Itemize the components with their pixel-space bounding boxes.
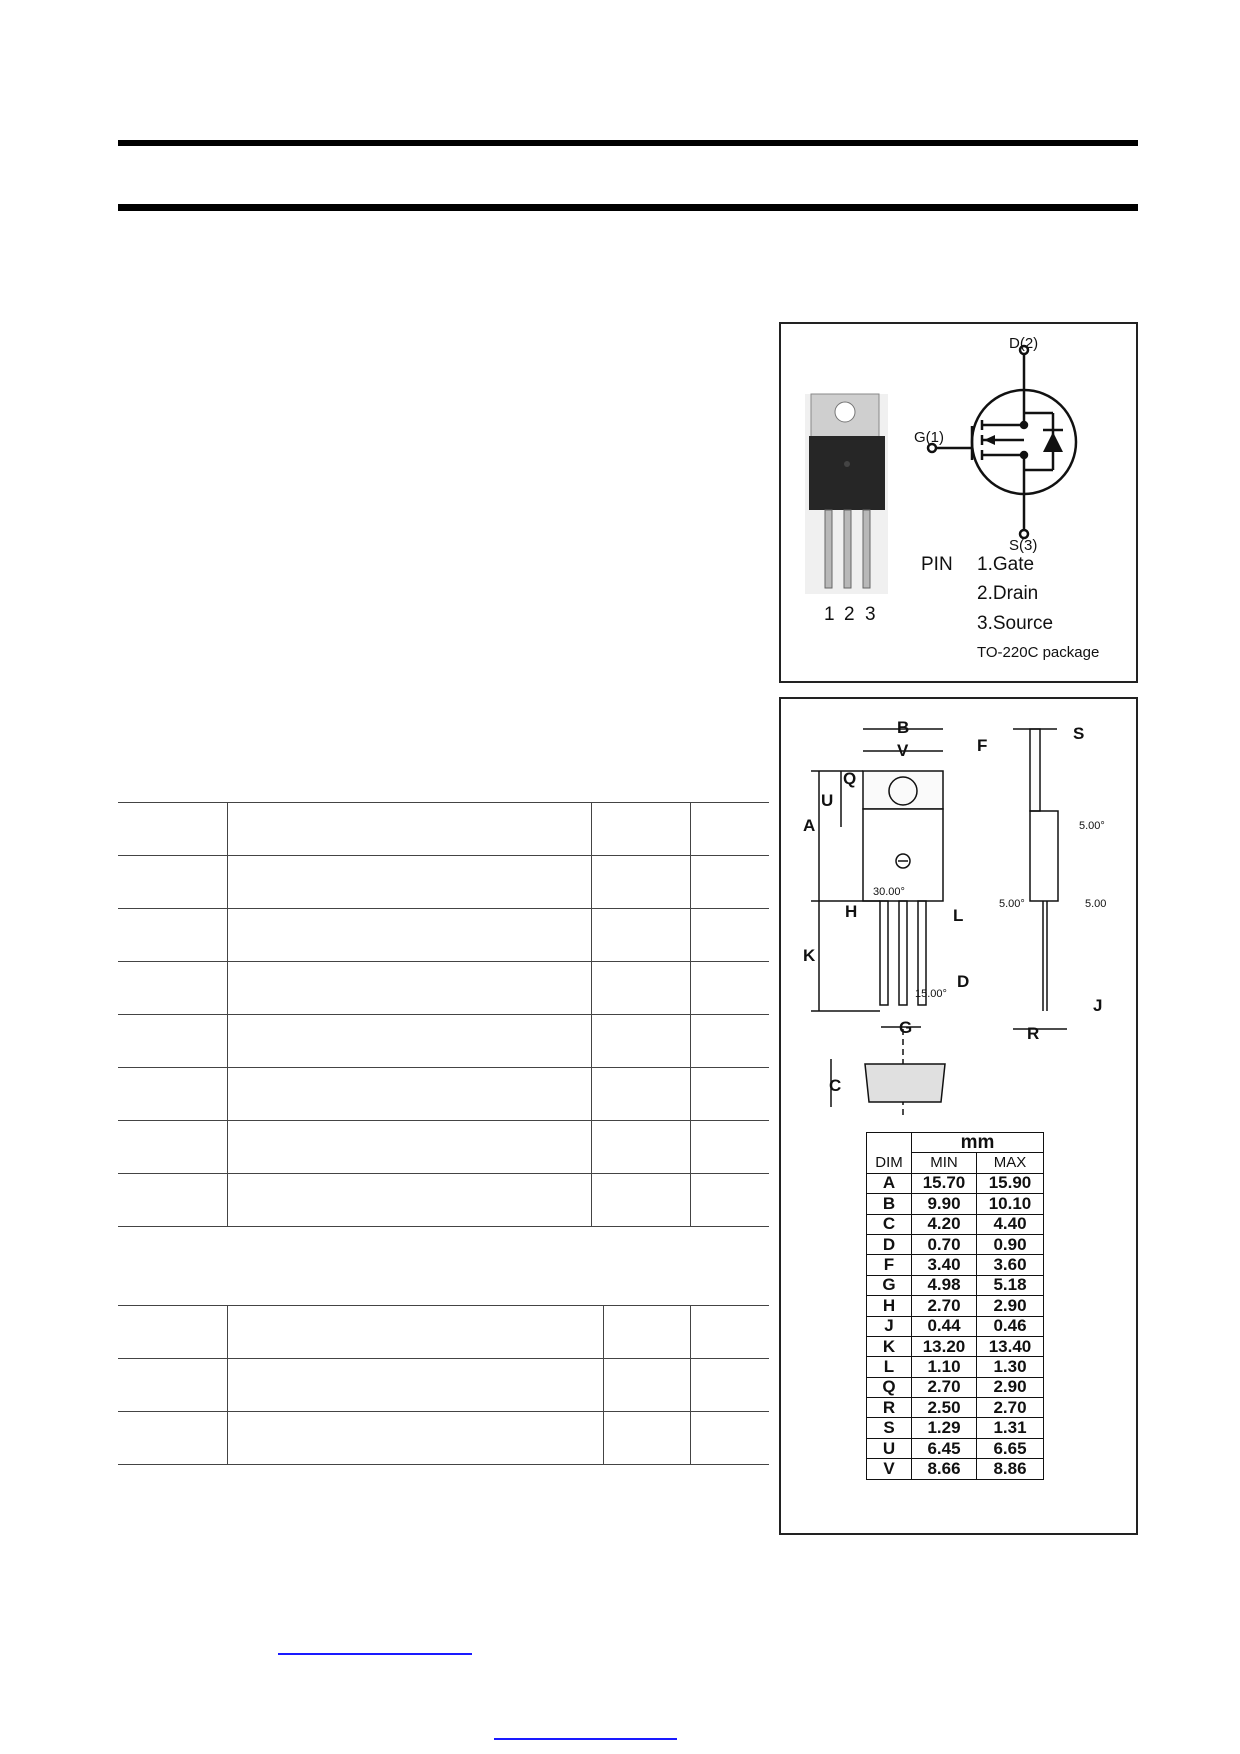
table-row xyxy=(118,1068,769,1121)
dim-label-g: G xyxy=(899,1018,913,1037)
dim-label-d: D xyxy=(957,972,970,991)
table-cell xyxy=(691,1068,769,1121)
table-cell xyxy=(603,1359,691,1412)
dim-cell-max: 6.65 xyxy=(977,1438,1044,1458)
table-row xyxy=(118,909,769,962)
dim-cell-name: A xyxy=(867,1173,912,1193)
dim-cell-min: 2.70 xyxy=(912,1377,977,1397)
pin-3-label: 3.Source xyxy=(977,613,1054,634)
dim-label-u: U xyxy=(821,791,834,810)
table-cell xyxy=(228,1412,603,1465)
hyperlink-underline-1[interactable] xyxy=(278,1653,472,1655)
table-cell xyxy=(691,1174,769,1227)
dim-cell-min: 4.20 xyxy=(912,1214,977,1234)
dim-cell-max: 8.86 xyxy=(977,1459,1044,1479)
dim-cell-name: S xyxy=(867,1418,912,1438)
pin-configuration-panel xyxy=(779,322,1138,683)
dim-cell-min: 4.98 xyxy=(912,1275,977,1295)
table-cell xyxy=(118,803,228,856)
table-row xyxy=(118,962,769,1015)
table-cell xyxy=(228,1015,591,1068)
dim-cell-min: 15.70 xyxy=(912,1173,977,1193)
dim-cell-max: 1.31 xyxy=(977,1418,1044,1438)
channel-arrow-icon xyxy=(984,435,995,445)
table-cell xyxy=(228,803,591,856)
dim-row xyxy=(867,1357,1044,1377)
dim-cell-name: B xyxy=(867,1194,912,1214)
dim-cell-name: L xyxy=(867,1357,912,1377)
table-cell xyxy=(691,856,769,909)
table-row xyxy=(118,1121,769,1174)
dim-label-v: V xyxy=(897,741,909,760)
dim-label-a: A xyxy=(803,816,816,835)
table-cell xyxy=(118,962,228,1015)
dim-cell-name: K xyxy=(867,1336,912,1356)
lead-number-3: 3 xyxy=(865,604,876,625)
dim-row xyxy=(867,1275,1044,1295)
dim-cell-name: V xyxy=(867,1459,912,1479)
table-cell xyxy=(591,1121,691,1174)
table-cell xyxy=(228,909,591,962)
dim-row xyxy=(867,1234,1044,1254)
table-cell xyxy=(228,962,591,1015)
dimension-table xyxy=(866,1132,1044,1480)
dim-cell-name: U xyxy=(867,1438,912,1458)
body-diode-icon xyxy=(1043,432,1063,452)
dim-cell-max: 2.90 xyxy=(977,1296,1044,1316)
dim-row xyxy=(867,1336,1044,1356)
dim-row xyxy=(867,1377,1044,1397)
table-cell xyxy=(118,1068,228,1121)
dim-cell-name: J xyxy=(867,1316,912,1336)
dim-row xyxy=(867,1296,1044,1316)
outline-drawing xyxy=(781,699,1136,1119)
drain-terminal-label: D(2) xyxy=(1009,335,1039,352)
dim-cell-name: G xyxy=(867,1275,912,1295)
dim-row xyxy=(867,1255,1044,1275)
dim-cell-name: H xyxy=(867,1296,912,1316)
table-cell xyxy=(603,1306,691,1359)
table-row xyxy=(118,1412,769,1465)
dim-cell-min: 2.50 xyxy=(912,1398,977,1418)
dim-row xyxy=(867,1214,1044,1234)
angle-label-3: 5.00 xyxy=(1085,898,1107,910)
dim-table-unit: mm xyxy=(912,1133,1044,1153)
dim-cell-max: 13.40 xyxy=(977,1336,1044,1356)
table-cell xyxy=(118,1359,228,1412)
dim-row xyxy=(867,1398,1044,1418)
table-cell xyxy=(691,1306,769,1359)
dim-cell-max: 5.18 xyxy=(977,1275,1044,1295)
dim-label-s: S xyxy=(1073,724,1085,743)
header-rule-top xyxy=(118,140,1138,146)
table-cell xyxy=(591,962,691,1015)
dim-cell-min: 13.20 xyxy=(912,1336,977,1356)
dim-cell-min: 2.70 xyxy=(912,1296,977,1316)
source-terminal-label: S(3) xyxy=(1009,537,1038,554)
dim-label-h: H xyxy=(845,902,858,921)
table-cell xyxy=(691,1015,769,1068)
dim-cell-max: 15.90 xyxy=(977,1173,1044,1193)
table-cell xyxy=(228,1121,591,1174)
dim-cell-max: 0.46 xyxy=(977,1316,1044,1336)
table-cell xyxy=(591,1174,691,1227)
table-cell xyxy=(118,909,228,962)
dim-row xyxy=(867,1438,1044,1458)
dimension-table-rows xyxy=(867,1173,1044,1479)
table-cell xyxy=(228,856,591,909)
dimension-drawing-panel xyxy=(779,697,1138,1535)
dim-cell-min: 0.44 xyxy=(912,1316,977,1336)
dim-label-c: C xyxy=(829,1076,842,1095)
table-cell xyxy=(691,962,769,1015)
dim-cell-name: F xyxy=(867,1255,912,1275)
dim-table-header-dim: DIM xyxy=(867,1153,912,1173)
dim-cell-min: 9.90 xyxy=(912,1194,977,1214)
spec-table-2 xyxy=(118,1305,769,1465)
dim-cell-name: C xyxy=(867,1214,912,1234)
package-photo xyxy=(805,394,888,594)
table-cell xyxy=(228,1068,591,1121)
dim-cell-max: 3.60 xyxy=(977,1255,1044,1275)
table-cell xyxy=(118,1306,228,1359)
dim-cell-max: 4.40 xyxy=(977,1214,1044,1234)
pin-diagram xyxy=(781,324,1136,681)
package-label: TO-220C package xyxy=(977,644,1100,661)
table-cell xyxy=(691,1412,769,1465)
dim-cell-min: 3.40 xyxy=(912,1255,977,1275)
table-cell xyxy=(591,856,691,909)
dim-cell-name: R xyxy=(867,1398,912,1418)
table-row xyxy=(118,803,769,856)
dim-cell-min: 0.70 xyxy=(912,1234,977,1254)
dim-cell-max: 1.30 xyxy=(977,1357,1044,1377)
dim-label-f: F xyxy=(977,736,988,755)
dim-label-b: B xyxy=(897,718,910,737)
table-row xyxy=(118,856,769,909)
dim-cell-max: 10.10 xyxy=(977,1194,1044,1214)
table-cell xyxy=(118,1174,228,1227)
dim-cell-min: 1.29 xyxy=(912,1418,977,1438)
dim-cell-max: 2.90 xyxy=(977,1377,1044,1397)
table-cell xyxy=(691,1359,769,1412)
dim-cell-name: Q xyxy=(867,1377,912,1397)
dim-cell-max: 2.70 xyxy=(977,1398,1044,1418)
dim-table-header-max: MAX xyxy=(977,1153,1044,1173)
dim-label-r: R xyxy=(1027,1024,1040,1043)
table-cell xyxy=(228,1174,591,1227)
dim-cell-min: 6.45 xyxy=(912,1438,977,1458)
angle-label-1: 5.00° xyxy=(1079,820,1105,832)
table-cell xyxy=(691,909,769,962)
pin-2-label: 2.Drain xyxy=(977,583,1039,604)
dim-label-l: L xyxy=(953,906,964,925)
table-cell xyxy=(591,1015,691,1068)
table-cell xyxy=(118,856,228,909)
table-cell xyxy=(591,803,691,856)
dim-row xyxy=(867,1459,1044,1479)
table-row xyxy=(118,1174,769,1227)
spec-table-1 xyxy=(118,802,769,1227)
dim-table-corner xyxy=(867,1133,912,1153)
header-rule-bottom xyxy=(118,204,1138,211)
table-cell xyxy=(228,1359,603,1412)
gate-terminal-label: G(1) xyxy=(914,429,944,446)
dim-row xyxy=(867,1418,1044,1438)
angle-label-2: 5.00° xyxy=(999,898,1025,910)
dim-cell-max: 0.90 xyxy=(977,1234,1044,1254)
table-cell xyxy=(118,1121,228,1174)
lead-number-1: 1 xyxy=(824,604,835,625)
table-row xyxy=(118,1015,769,1068)
table-cell xyxy=(591,909,691,962)
table-row xyxy=(118,1306,769,1359)
dim-label-q: Q xyxy=(843,769,857,788)
dim-row xyxy=(867,1194,1044,1214)
angle-label-4: 30.00° xyxy=(873,886,905,898)
table-cell xyxy=(228,1306,603,1359)
dim-cell-min: 8.66 xyxy=(912,1459,977,1479)
hyperlink-underline-2[interactable] xyxy=(494,1738,677,1740)
lead-number-2: 2 xyxy=(844,604,855,625)
dim-row xyxy=(867,1173,1044,1193)
pin-heading: PIN xyxy=(921,554,953,575)
table-cell xyxy=(118,1412,228,1465)
dim-table-header-min: MIN xyxy=(912,1153,977,1173)
table-cell xyxy=(691,803,769,856)
pin-1-label: 1.Gate xyxy=(977,554,1035,575)
table-cell xyxy=(603,1412,691,1465)
table-row xyxy=(118,1359,769,1412)
table-cell xyxy=(591,1068,691,1121)
table-cell xyxy=(691,1121,769,1174)
dim-cell-name: D xyxy=(867,1234,912,1254)
table-cell xyxy=(118,1015,228,1068)
dim-label-j: J xyxy=(1093,996,1103,1015)
dim-row xyxy=(867,1316,1044,1336)
dim-cell-min: 1.10 xyxy=(912,1357,977,1377)
angle-label-5: 15.00° xyxy=(915,988,947,1000)
dim-label-k: K xyxy=(803,946,816,965)
